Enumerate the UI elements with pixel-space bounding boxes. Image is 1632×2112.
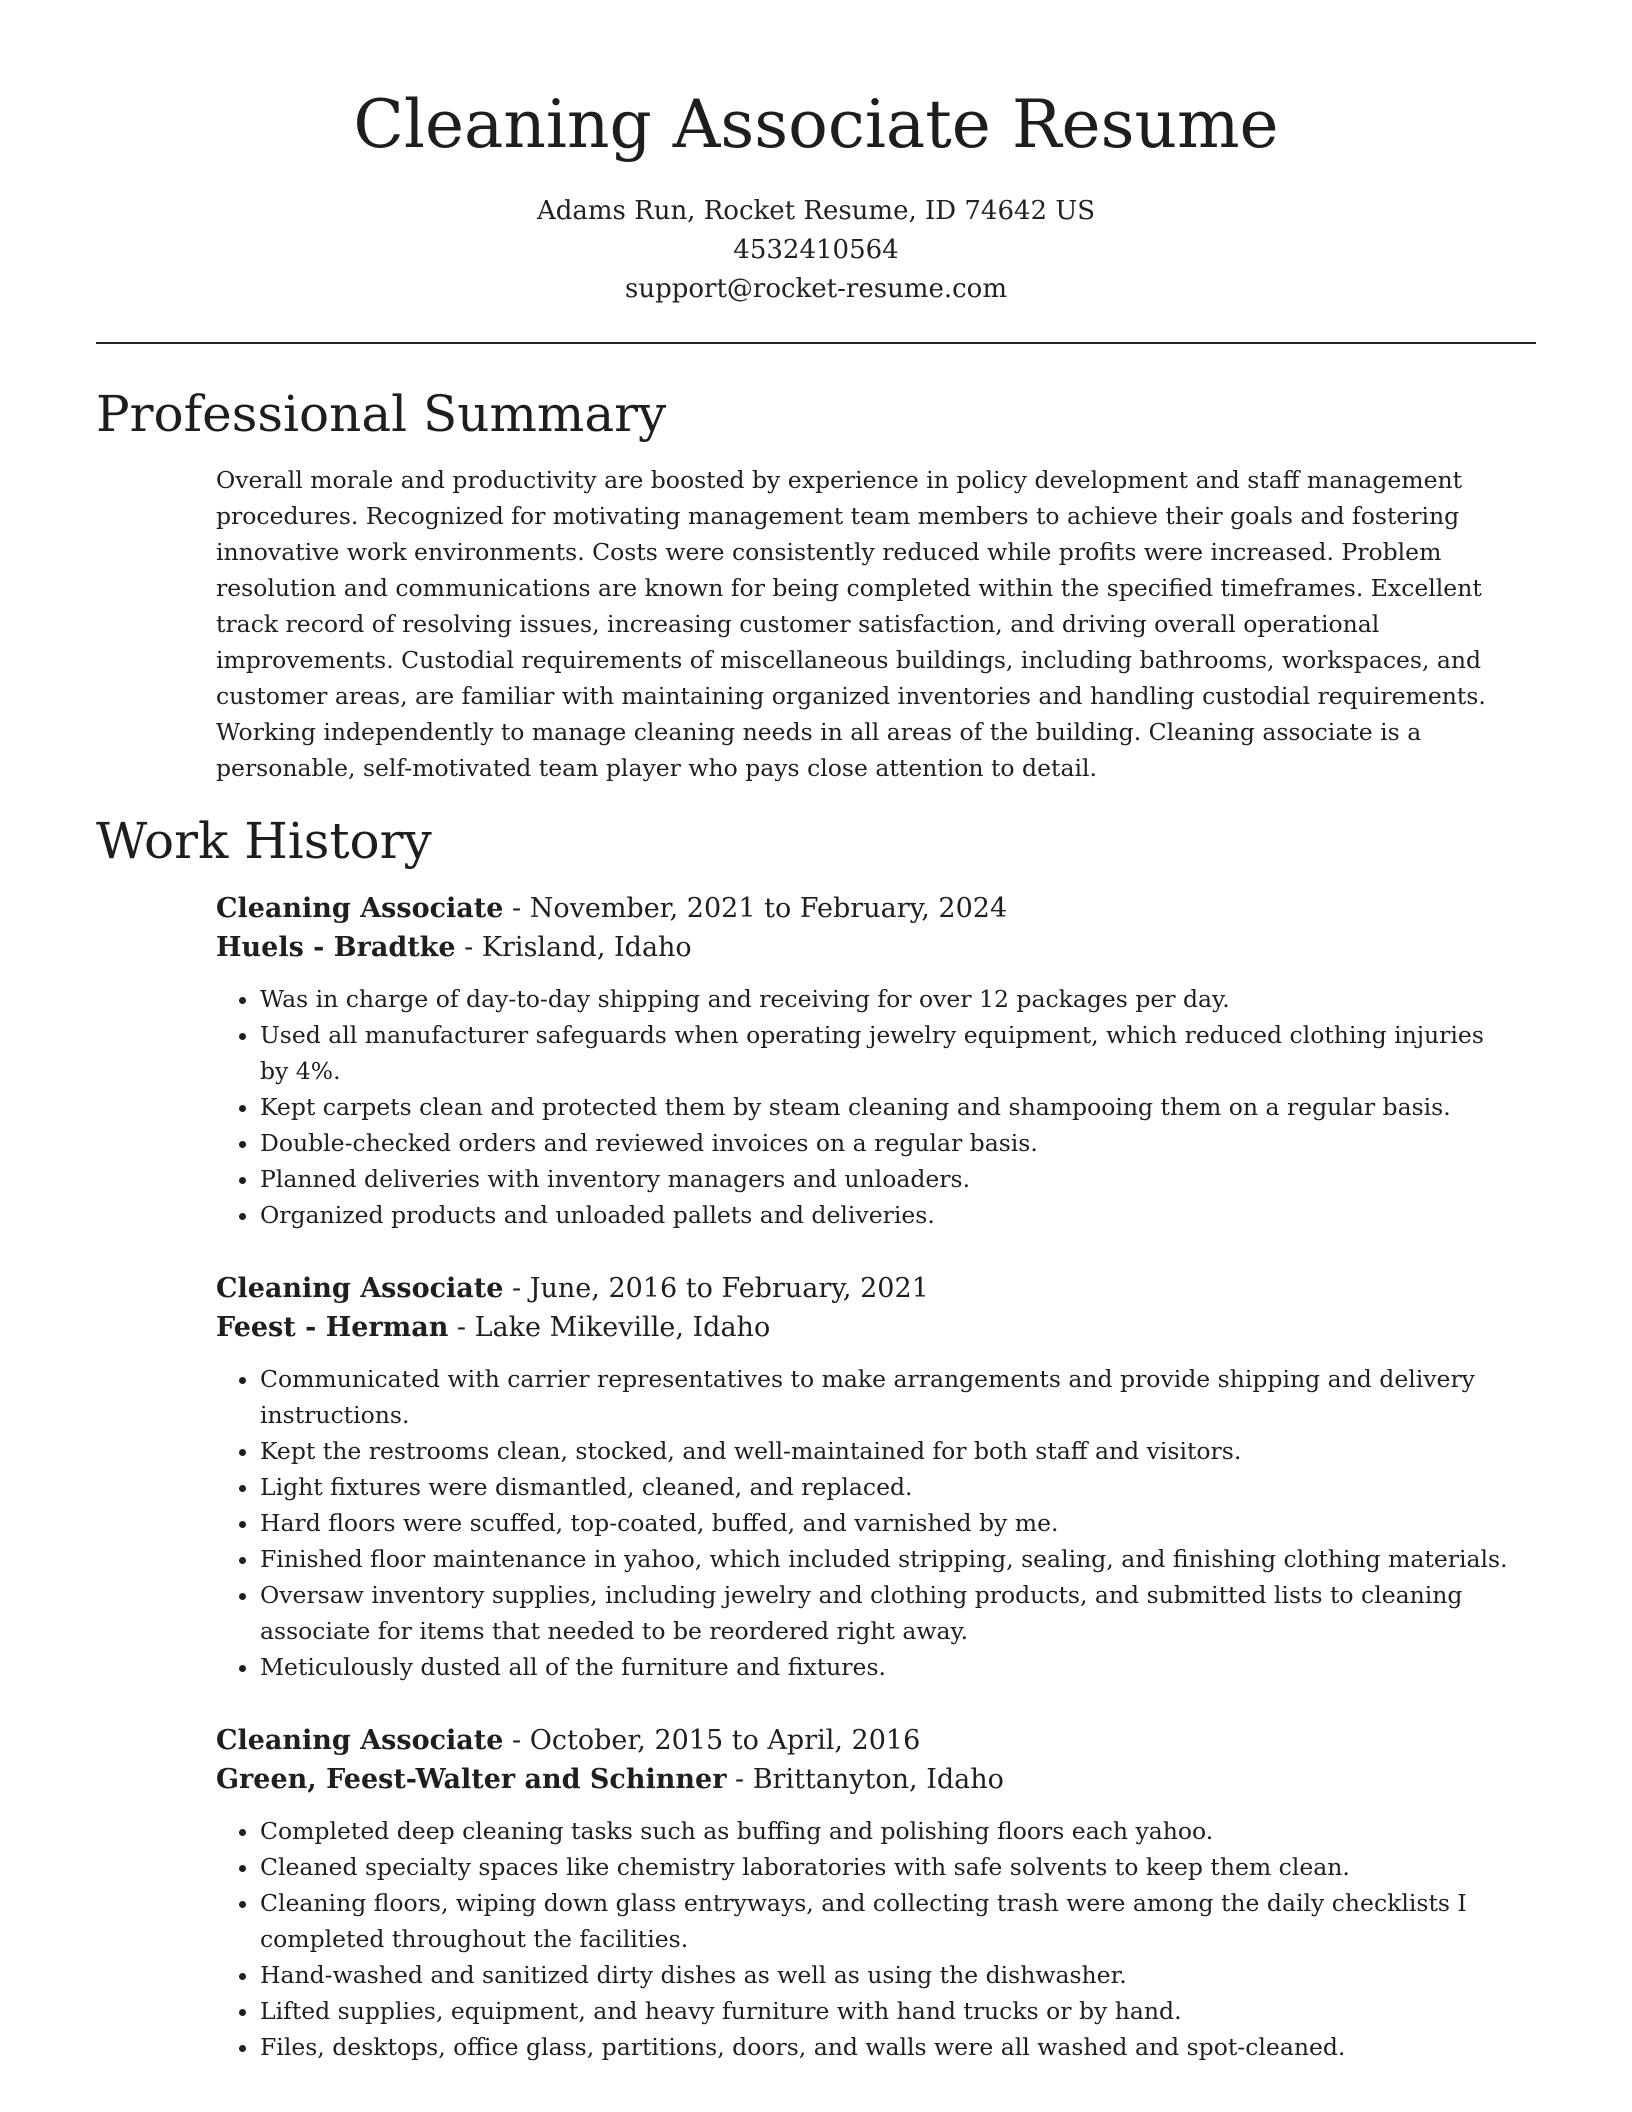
duty-item: • Oversaw inventory supplies, including jewelry and clothing products, and submitted lists to cleaning associate for items that needed to be reordered right away. — [260, 1577, 1516, 1649]
duty-item: • Light fixtures were dismantled, cleaned, and replaced. — [260, 1469, 1516, 1505]
job-company: Feest - Herman — [216, 1312, 449, 1343]
contact-info — [0, 192, 1632, 309]
duty-item: • Completed deep cleaning tasks such as buffing and polishing floors each yahoo. — [260, 1813, 1516, 1849]
job-duties — [216, 981, 1516, 1233]
duty-item: • Hard floors were scuffed, top-coated, buffed, and varnished by me. — [260, 1505, 1516, 1541]
job-company-line — [216, 1308, 1516, 1347]
job-title-line — [216, 889, 1516, 928]
job-company-line — [216, 928, 1516, 967]
resume-title: Cleaning Associate Resume — [353, 86, 1279, 163]
work-history-heading: Work History — [96, 812, 432, 870]
duty-item: • Meticulously dusted all of the furniture and fixtures. — [260, 1649, 1516, 1685]
duty-item: • Communicated with carrier representatives to make arrangements and provide shipping and delivery instructions. — [260, 1361, 1516, 1433]
duty-item: • Hand-washed and sanitized dirty dishes as well as using the dishwasher. — [260, 1957, 1516, 1993]
contact-phone: 4532410564 — [733, 235, 899, 265]
job-location: - Brittanyton, Idaho — [726, 1764, 1004, 1795]
job-entry — [216, 1269, 1516, 1685]
job-duties — [216, 1813, 1516, 2065]
duty-item: • Organized products and unloaded pallets and deliveries. — [260, 1197, 1516, 1233]
duty-item: • Used all manufacturer safeguards when operating jewelry equipment, which reduced clothing injuries by 4%. — [260, 1017, 1516, 1089]
duty-item: • Kept the restrooms clean, stocked, and well-maintained for both staff and visitors. — [260, 1433, 1516, 1469]
summary-heading: Professional Summary — [96, 385, 667, 443]
duty-item: • Lifted supplies, equipment, and heavy furniture with hand trucks or by hand. — [260, 1993, 1516, 2029]
job-location: - Lake Mikeville, Idaho — [448, 1312, 771, 1343]
duty-item: • Cleaned specialty spaces like chemistry laboratories with safe solvents to keep them clean. — [260, 1849, 1516, 1885]
job-company-line — [216, 1760, 1516, 1799]
duty-item: • Was in charge of day-to-day shipping and receiving for over 12 packages per day. — [260, 981, 1516, 1017]
job-position: Cleaning Associate — [216, 1273, 504, 1304]
job-dates: - October, 2015 to April, 2016 — [503, 1725, 921, 1756]
duty-item: • Files, desktops, office glass, partitions, doors, and walls were all washed and spot-cleaned. — [260, 2029, 1516, 2065]
contact-address: Adams Run, Rocket Resume, ID 74642 US — [536, 196, 1096, 226]
job-company: Huels - Bradtke — [216, 932, 456, 963]
duty-item: • Planned deliveries with inventory managers and unloaders. — [260, 1161, 1516, 1197]
job-title-line — [216, 1269, 1516, 1308]
duty-item: • Kept carpets clean and protected them by steam cleaning and shampooing them on a regular basis. — [260, 1089, 1516, 1125]
job-company: Green, Feest-Walter and Schinner — [216, 1764, 727, 1795]
job-duties — [216, 1361, 1516, 1685]
job-dates: - November, 2021 to February, 2024 — [503, 893, 1008, 924]
duty-item: • Finished floor maintenance in yahoo, which included stripping, sealing, and finishing clothing materials. — [260, 1541, 1516, 1577]
job-position: Cleaning Associate — [216, 893, 504, 924]
summary-text: Overall morale and productivity are boosted by experience in policy development and staff management procedures. Recognized for motivating management team members to achieve their goals and fostering innovative work environments. Costs were consistently reduced while profits were increased. Problem resolution and communications are known for being completed within the specified timeframes. Excellent track record of resolving issues, increasing customer satisfaction, and driving overall operational improvements. Custodial requirements of miscellaneous buildings, including bathrooms, workspaces, and customer areas, are familiar with maintaining organized inventories and handling custodial requirements. Working independently to manage cleaning needs in all areas of the building. Cleaning associate is a personable, self-motivated team player who pays close attention to detail. — [216, 466, 1486, 782]
job-entry — [216, 889, 1516, 1233]
job-location: - Krisland, Idaho — [455, 932, 692, 963]
job-entry — [216, 1721, 1516, 2065]
job-dates: - June, 2016 to February, 2021 — [503, 1273, 929, 1304]
work-history-list — [216, 889, 1516, 2101]
contact-email: support@rocket-resume.com — [624, 274, 1007, 304]
job-title-line — [216, 1721, 1516, 1760]
duty-item: • Cleaning floors, wiping down glass entryways, and collecting trash were among the daily checklists I completed throughout the facilities. — [260, 1885, 1516, 1957]
duty-item: • Double-checked orders and reviewed invoices on a regular basis. — [260, 1125, 1516, 1161]
header-divider — [96, 342, 1536, 344]
job-position: Cleaning Associate — [216, 1725, 504, 1756]
